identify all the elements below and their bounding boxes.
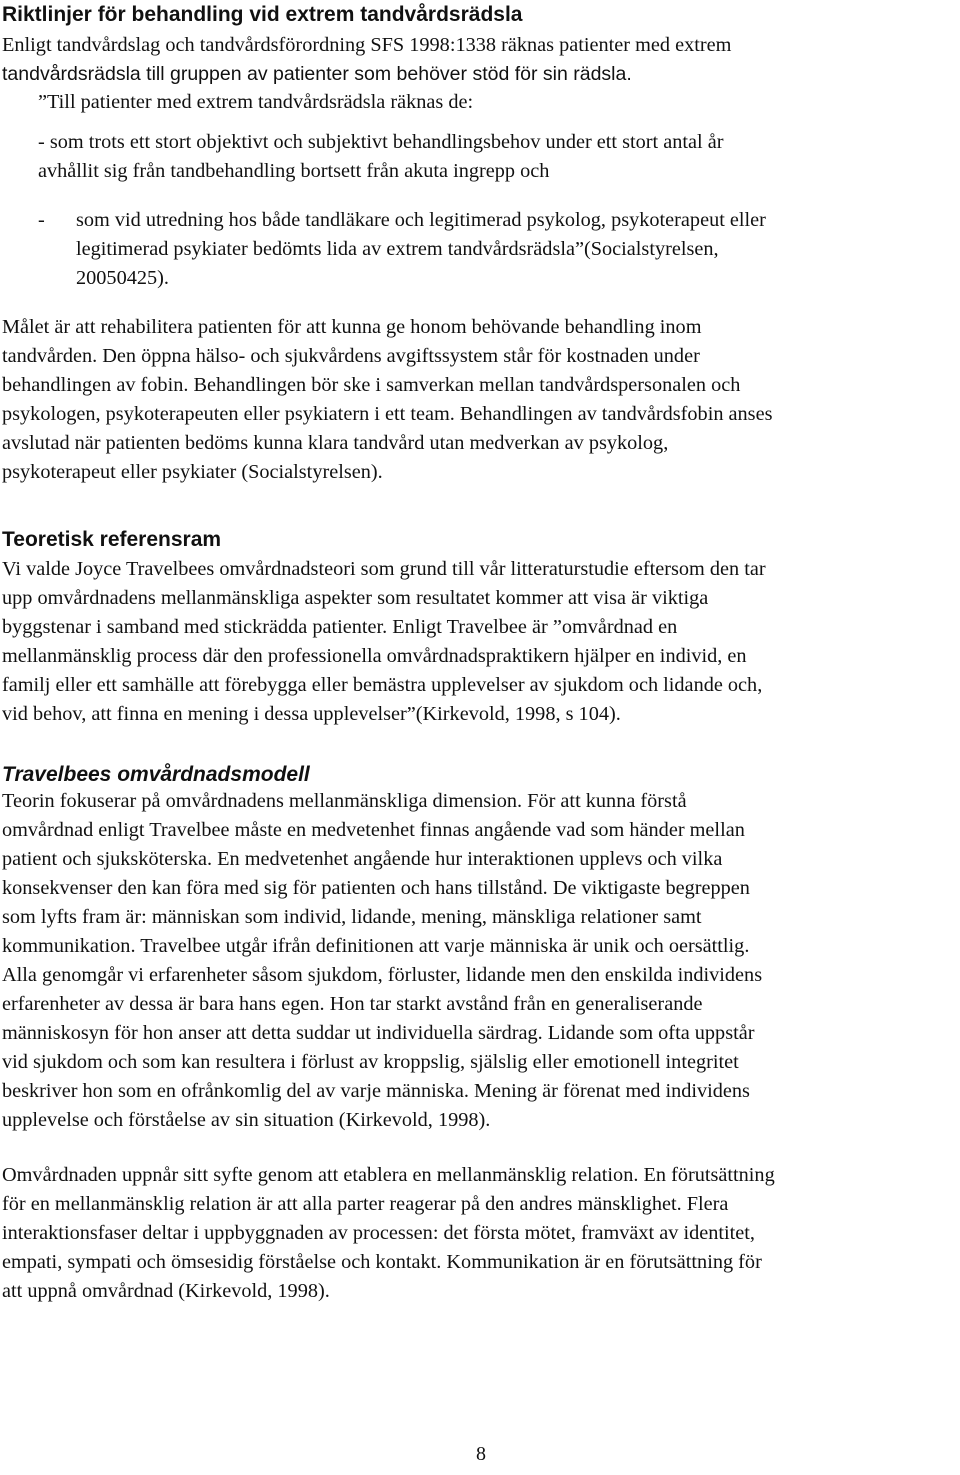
quote-line: ”Till patienter med extrem tandvårdsrädsla räknas de: (38, 91, 474, 113)
paragraph-line: Teorin fokuserar på omvårdnadens mellanmänskliga dimension. För att kunna förstå (2, 790, 687, 812)
paragraph-malet (2, 313, 958, 487)
list-item-1-line-1: - som trots ett stort objektivt och subjektivt behandlingsbehov under ett stort antal år (38, 131, 724, 153)
paragraph-line: behandlingen av fobin. Behandlingen bör ske i samverkan mellan tandvårdspersonalen och (2, 374, 741, 396)
paragraph-line: interaktionsfaser deltar i uppbyggnaden av processen: det första mötet, framväxt av identitet, (2, 1222, 755, 1244)
paragraph-line: vid sjukdom och som kan resultera i förlust av kroppslig, själslig eller emotionell integritet (2, 1051, 739, 1073)
paragraph-line: mellanmänsklig process där den professionella omvårdnadspraktikern hjälper en individ, en (2, 645, 747, 667)
paragraph-line: psykoterapeut eller psykiater (Socialstyrelsen). (2, 461, 383, 483)
paragraph-line: Vi valde Joyce Travelbees omvårdnadsteori som grund till vår litteraturstudie eftersom den tar (2, 558, 766, 580)
paragraph-line: avslutad när patienten bedöms kunna klara tandvård utan medverkan av psykolog, (2, 432, 669, 454)
list-item-2 (38, 204, 918, 295)
paragraph-teoretisk (2, 555, 958, 729)
list-item-2-body (38, 204, 918, 295)
section-heading-teoretisk: Teoretisk referensram (2, 528, 222, 551)
list-dash: - (38, 209, 45, 231)
list-item-2-line-1: som vid utredning hos både tandläkare och legitimerad psykolog, psykoterapeut eller (76, 209, 766, 231)
paragraph-line: erfarenheter av dessa är bara hans egen. Hon tar starkt avstånd från en generaliserande (2, 993, 703, 1015)
paragraph-line: omvårdnad enligt Travelbee måste en medvetenhet finnas angående vad som händer mellan (2, 819, 745, 841)
paragraph-line: patient och sjuksköterska. En medvetenhet angående hur interaktionen upplevs och vilka (2, 848, 723, 870)
paragraph-line: beskriver hon som en ofrånkomlig del av varje människa. Mening är förenat med individens (2, 1080, 750, 1102)
list-item-1-line-2: avhållit sig från tandbehandling bortsett från akuta ingrepp och (38, 160, 550, 182)
intro-paragraph (2, 31, 958, 89)
paragraph-line: Omvårdnaden uppnår sitt syfte genom att etablera en mellanmänsklig relation. En förutsättning (2, 1164, 775, 1186)
intro-line-2: tandvårdsrädsla till gruppen av patienter som behöver stöd för sin rädsla. (2, 63, 632, 85)
list-item-2-line-3: 20050425). (76, 267, 169, 289)
paragraph-line: vid behov, att finna en mening i dessa upplevelser”(Kirkevold, 1998, s 104). (2, 703, 621, 725)
list-item-2-line-2: legitimerad psykiater bedömts lida av extrem tandvårdsrädsla”(Socialstyrelsen, (76, 238, 719, 260)
paragraph-line: människosyn för hon anser att detta suddar ut individuella särdrag. Lidande som ofta uppstår (2, 1022, 755, 1044)
paragraph-line: byggstenar i samband med stickrädda patienter. Enligt Travelbee är ”omvårdnad en (2, 616, 678, 638)
list-item-1 (38, 128, 938, 186)
paragraph-line: upp omvårdnadens mellanmänskliga aspekter som resultatet kommer att visa är viktiga (2, 587, 709, 609)
paragraph-line: empati, sympati och ömsesidig förståelse och kontakt. Kommunikation är en förutsättning för (2, 1251, 762, 1273)
paragraph-line: för en mellanmänsklig relation är att alla parter reagerar på den andres mänsklighet. Flera (2, 1193, 729, 1215)
section-heading-riktlinjer: Riktlinjer för behandling vid extrem tandvårdsrädsla (2, 3, 523, 26)
paragraph-line: tandvården. Den öppna hälso- och sjukvårdens avgiftssystem står för kostnaden under (2, 345, 700, 367)
paragraph-line: konsekvenser den kan föra med sig för patienten och hans tillstånd. De viktigaste begreppen (2, 877, 750, 899)
paragraph-line: Målet är att rehabilitera patienten för att kunna ge honom behövande behandling inom (2, 316, 702, 338)
section-heading-travelbees-modell: Travelbees omvårdnadsmodell (2, 763, 310, 786)
paragraph-line: Alla genomgår vi erfarenheter såsom sjukdom, förluster, lidande men den enskilda individens (2, 964, 763, 986)
paragraph-line: psykologen, psykoterapeuten eller psykiatern i ett team. Behandlingen av tandvårdsfobin anses (2, 403, 773, 425)
intro-line-1: Enligt tandvårdslag och tandvårdsförordning SFS 1998:1338 räknas patienter med extrem (2, 34, 732, 56)
paragraph-line: som lyfts fram är: människan som individ, lidande, mening, mänskliga relationer samt (2, 906, 702, 928)
paragraph-line: att uppnå omvårdnad (Kirkevold, 1998). (2, 1280, 330, 1302)
page-number: 8 (476, 1443, 486, 1465)
paragraph-line: familj eller ett samhälle att förebygga eller bemästra upplevelser av sjukdom och lidande och, (2, 674, 763, 696)
paragraph-line: upplevelse och förståelse av sin situation (Kirkevold, 1998). (2, 1109, 491, 1131)
paragraph-omvardnaden (2, 1161, 958, 1306)
paragraph-line: kommunikation. Travelbee utgår ifrån definitionen att varje människa är unik och oersättlig. (2, 935, 750, 957)
paragraph-teorin (2, 787, 958, 1135)
